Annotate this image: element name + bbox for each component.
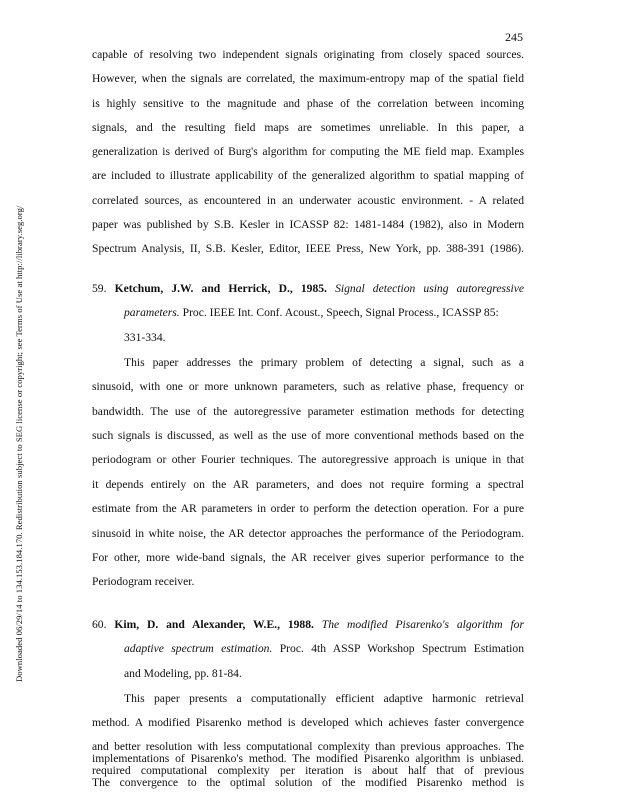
entry-59-pages: 331-334. xyxy=(124,331,166,344)
download-watermark: Downloaded 06/29/14 to 134.153.184.170. Redistribution subject to SEG license or copyright; see Terms of Use at http://library.seg.org/ xyxy=(14,205,24,682)
entry-60-title-cont: adaptive spectrum estimation. xyxy=(124,642,273,655)
intro-line: is highly sensitive to the magnitude and phase of the correlation between incoming xyxy=(92,97,524,110)
entry-60-authors: Kim, D. and Alexander, W.E., 1988. xyxy=(114,618,314,631)
entry-59-abstract-line: For other, more wide-band signals, the AR receiver gives superior performance to the xyxy=(92,551,524,564)
entry-59-title: Signal detection using autoregressive xyxy=(335,282,525,295)
entry-60-abstract-line: implementations of Pisarenko's method. The modified Pisarenko algorithm is unbiased. xyxy=(92,752,524,765)
intro-line: Spectrum Analysis, II, S.B. Kesler, Editor, IEEE Press, New York, pp. 388-391 (1986). xyxy=(92,242,524,255)
entry-60-citation xyxy=(124,642,524,656)
entry-59-abstract-line: periodogram or other Fourier techniques. The autoregressive approach is unique in that xyxy=(92,453,524,466)
entry-60-number: 60. xyxy=(92,618,107,631)
intro-line: paper was published by S.B. Kesler in ICASSP 82: 1481-1484 (1982), also in Modern xyxy=(92,218,524,231)
entry-59-authors: Ketchum, J.W. and Herrick, D., 1985. xyxy=(114,282,327,295)
entry-59-abstract-line: estimate from the AR parameters in order to perform the detection operation. For a pure xyxy=(92,502,524,515)
entry-60-abstract-line: and better resolution with less computational complexity than previous approaches. The xyxy=(92,740,524,753)
entry-60-abstract-line: This paper presents a computationally efficient adaptive harmonic retrieval xyxy=(124,692,524,705)
entry-60-abstract-line: required computational complexity per iteration is about half that of previous xyxy=(92,764,524,777)
entry-60-abstract-line: The convergence to the optimal solution of the modified Pisarenko method is xyxy=(92,776,524,789)
intro-line: generalization is derived of Burg's algorithm for computing the ME field map. Examples xyxy=(92,145,524,158)
entry-59-abstract-line: Periodogram receiver. xyxy=(92,575,195,588)
entry-59-abstract-line: bandwidth. The use of the autoregressive parameter estimation methods for detecting xyxy=(92,405,524,418)
entry-60-title: The modified Pisarenko's algorithm for xyxy=(321,618,524,631)
entry-59-abstract-line: sinusoid in white noise, the AR detector approaches the performance of the Periodogram. xyxy=(92,527,524,540)
entry-59-number: 59. xyxy=(92,282,107,295)
entry-59-abstract-line: it depends entirely on the AR parameters, and does not require forming a spectral xyxy=(92,478,524,491)
entry-59-source: Proc. IEEE Int. Conf. Acoust., Speech, Signal Process., ICASSP 85: xyxy=(182,306,499,319)
intro-line: correlated sources, as encountered in an underwater acoustic environment. - A related xyxy=(92,194,524,207)
intro-line: However, when the signals are correlated, the maximum-entropy map of the spatial field xyxy=(92,72,524,85)
entry-59-citation xyxy=(124,306,524,320)
entry-59-abstract-line: sinusoid, with one or more unknown parameters, such as relative phase, frequency or xyxy=(92,380,524,393)
intro-line: are included to illustrate applicability of the generalized algorithm to spatial mapping of xyxy=(92,169,524,182)
entry-59-abstract-line: such signals is discussed, as well as the use of more conventional methods based on the xyxy=(92,429,524,442)
entry-60-heading xyxy=(92,618,524,632)
page-number: 245 xyxy=(505,30,523,44)
entry-60-source-cont: and Modeling, pp. 81-84. xyxy=(124,667,242,680)
entry-59-title-cont: parameters. xyxy=(124,306,180,319)
entry-59-heading xyxy=(92,282,524,296)
entry-60-abstract-line: method. A modified Pisarenko method is developed which achieves faster convergence xyxy=(92,716,524,729)
entry-59-abstract-line: This paper addresses the primary problem of detecting a signal, such as a xyxy=(124,356,524,369)
entry-60-source: Proc. 4th ASSP Workshop Spectrum Estimation xyxy=(279,642,524,655)
intro-line: signals, and the resulting field maps are sometimes unreliable. In this paper, a xyxy=(92,121,524,134)
intro-line: capable of resolving two independent signals originating from closely spaced sources. xyxy=(92,48,524,61)
